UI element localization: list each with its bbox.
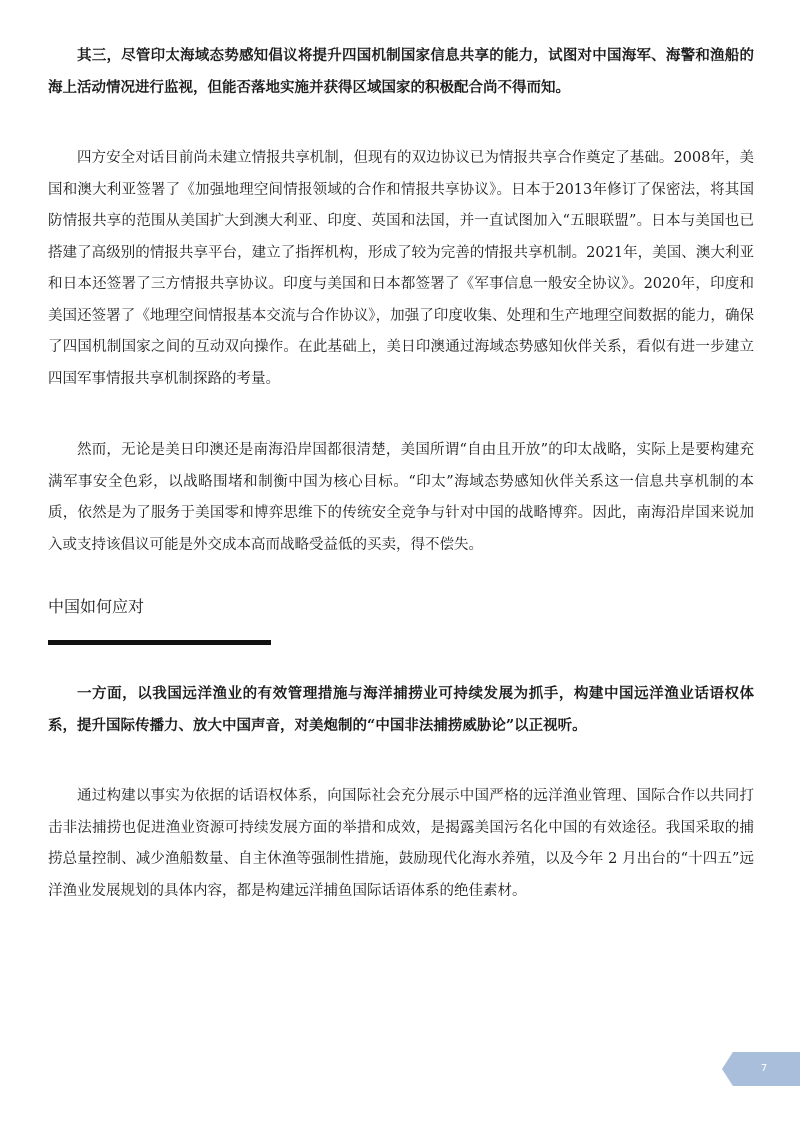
paragraph-strategy-analysis: 然而，无论是美日印澳还是南海沿岸国都很清楚，美国所谓“自由且开放”的印太战略，实际上是要构建充满军事安全色彩，以战略围堵和制衡中国为核心目标。“印太”海域态势感知伙伴关系这一信息共享机制的本质，依然是为了服务于美国零和博弈思维下的传统安全竞争与针对中国的战略博弈。因此，南海沿岸国来说加入或支持该倡议可能是外交成本高而战略受益低的买卖，得不偿失。 [48, 442, 754, 553]
section-title: 中国如何应对 [48, 597, 145, 616]
spacer [48, 561, 754, 594]
spacer [48, 741, 754, 781]
paragraph-bold-response: 一方面，以我国远洋渔业的有效管理措施与海洋捕捞业可持续发展为抓手，构建中国远洋渔业话语权体系，提升国际传播力、放大中国声音，对美炮制的“中国非法捕捞威胁论”以正视听。 [48, 685, 754, 734]
spacer [48, 395, 754, 435]
paragraph-intel-sharing: 四方安全对话目前尚未建立情报共享机制，但现有的双边协议已为情报共享合作奠定了基础。2008年，美国和澳大利亚签署了《加强地理空间情报领域的合作和情报共享协议》。日本于2013年修订了保密法，将其国防情报共享的范围从美国扩大到澳大利亚、印度、英国和法国，并一直试图加入“五眼联盟”。日本与美国也已搭建了高级别的情报共享平台，建立了指挥机构，形成了较为完善的情报共享机制。2021年，美国、澳大利亚和日本还签署了三方情报共享协议。印度与美国和日本都签署了《军事信息一般安全协议》。2020年，印度和美国还签署了《地理空间情报基本交流与合作协议》，加强了印度收集、处理和生产地理空间数据的能力，确保了四国机制国家之间的互动双向操作。在此基础上，美日印澳通过海域态势感知伙伴关系，看似有进一步建立四国军事情报共享机制探路的考量。 [48, 150, 754, 387]
document-page [48, 40, 754, 907]
spacer [48, 645, 754, 678]
paragraph-discourse-system: 通过构建以事实为依据的话语权体系，向国际社会充分展示中国严格的远洋渔业管理、国际合作以共同打击非法捕捞也促进渔业资源可持续发展方面的举措和成效，是揭露美国污名化中国的有效途径。我国采取的捕捞总量控制、减少渔船数量、自主休渔等强制性措施，鼓励现代化海水养殖，以及今年 2 月出台的“十四五”远洋渔业发展规划的具体内容，都是构建远洋捕鱼国际话语体系的绝佳素材。 [48, 788, 754, 899]
spacer [48, 103, 754, 143]
page-number: 7 [760, 1063, 768, 1074]
paragraph-bold-intro: 其三，尽管印太海域态势感知倡议将提升四国机制国家信息共享的能力，试图对中国海军、海警和渔船的海上活动情况进行监视，但能否落地实施并获得区域国家的积极配合尚不得而知。 [48, 47, 754, 96]
